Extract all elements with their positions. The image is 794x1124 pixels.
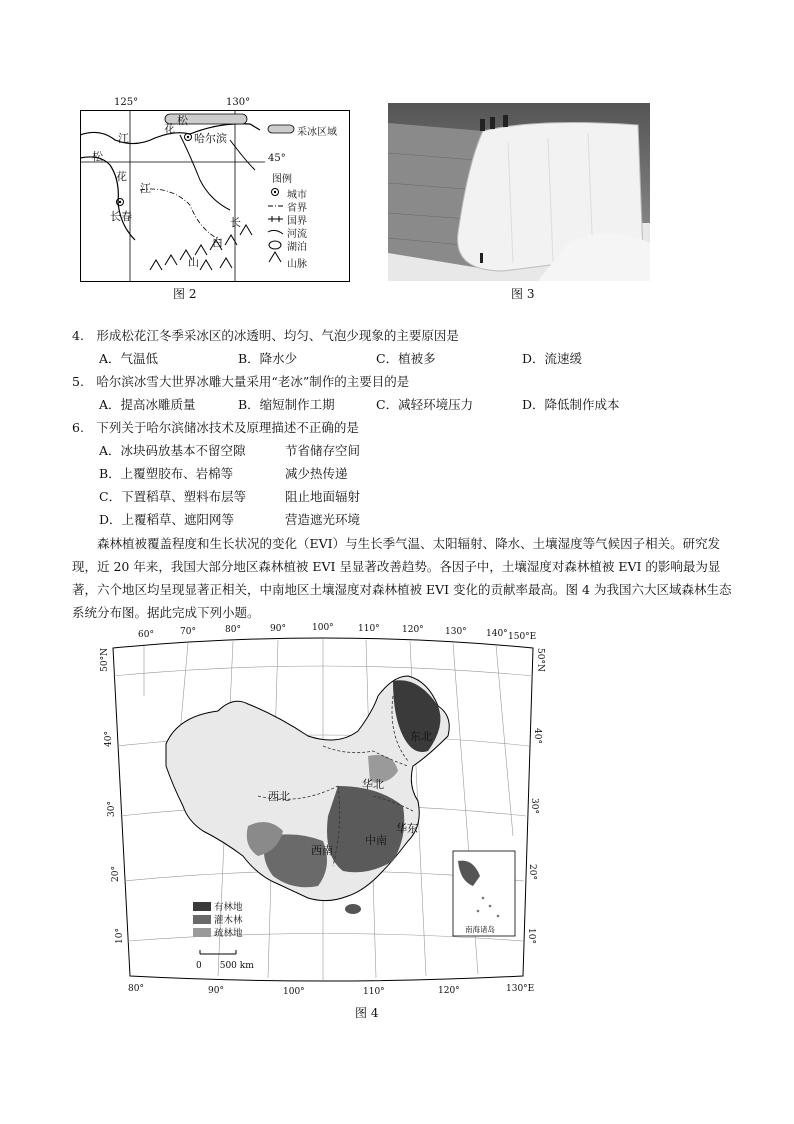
question-4-stem: 4. 形成松花江冬季采冰区的冰透明、均匀、气泡少现象的主要原因是 (72, 328, 459, 343)
lat-label: 50°N (535, 648, 545, 672)
figure-2 (80, 97, 350, 282)
legend-city: 城市 (287, 190, 307, 201)
lat-label: 10° (115, 928, 125, 944)
ice-area-legend: 采冰区域 (297, 127, 337, 138)
lat-label-45: 45° (268, 153, 286, 164)
q6-option-b: B．上覆塑胶布、岩棉等 (99, 466, 234, 481)
lon-label: 100° (283, 987, 305, 997)
lon-label: 130° (445, 627, 467, 637)
q5-option-d: D．降低制作成本 (522, 397, 620, 412)
river-char: 松 (92, 150, 103, 163)
q6-option-c-reason: 阻止地面辐射 (285, 489, 361, 504)
lon-label: 140° (486, 629, 508, 639)
lon-label-130: 130° (226, 97, 251, 108)
q4-option-b: B．降水少 (238, 351, 298, 366)
river-char: 花 (164, 122, 175, 135)
lon-label: 60° (138, 630, 154, 640)
q5-option-c: C．减轻环境压力 (376, 397, 474, 412)
river-char: 花 (116, 170, 127, 183)
city-changchun-label: 长春 (110, 210, 132, 223)
scale-bar-label: 0 500 km (196, 961, 254, 971)
river-char: 江 (118, 132, 129, 145)
lon-label-125: 125° (114, 97, 139, 108)
figure-3-caption: 图 3 (511, 287, 535, 301)
lon-label: 80° (225, 625, 241, 635)
lon-label: 120° (402, 625, 424, 635)
lon-label: 110° (358, 624, 380, 634)
lat-label: 30° (107, 801, 117, 817)
region-label-east: 华东 (396, 822, 418, 835)
lon-label: 120° (438, 986, 460, 996)
lon-label: 130°E (506, 984, 535, 994)
figure-4 (100, 623, 545, 997)
river-char: 江 (140, 182, 151, 195)
lat-label: 40° (104, 731, 114, 747)
mountain-char: 白 (212, 236, 223, 249)
question-6-stem: 6. 下列关于哈尔滨储冰技术及原理描述不正确的是 (72, 420, 359, 435)
figure-3 (388, 103, 650, 281)
lon-label: 100° (312, 623, 334, 633)
q6-option-d-reason: 营造遮光环境 (285, 512, 361, 527)
mountain-char: 山 (188, 256, 199, 269)
lat-label: 20° (527, 864, 537, 880)
legend-sparse: 疏林地 (214, 928, 243, 939)
lon-label: 90° (270, 624, 286, 634)
q6-option-a: A．冰块码放基本不留空隙 (99, 443, 246, 458)
q4-option-a: A．气温低 (99, 351, 159, 366)
region-label-central-south: 中南 (365, 834, 387, 847)
region-label-north: 华北 (362, 778, 384, 791)
region-label-northwest: 西北 (268, 790, 290, 803)
legend-forest: 有林地 (214, 902, 243, 913)
q6-option-a-reason: 节省储存空间 (285, 443, 361, 458)
legend-lake: 湖泊 (287, 242, 307, 253)
figure-2-caption: 图 2 (173, 287, 197, 301)
lon-label: 150°E (508, 632, 537, 642)
legend-mountain: 山脉 (287, 259, 307, 270)
q6-option-d: D．上覆稻草、遮阳网等 (99, 512, 235, 527)
lat-label: 20° (111, 866, 121, 882)
q6-option-b-reason: 减少热传递 (285, 466, 348, 481)
china-forest-map (108, 636, 538, 996)
q6-option-c: C．下置稻草、塑料布层等 (99, 489, 247, 504)
legend-title: 图例 (272, 174, 292, 185)
lat-label: 40° (532, 728, 542, 744)
mountain-char: 长 (230, 216, 241, 229)
lon-label: 90° (208, 986, 224, 996)
q4-option-c: C．植被多 (376, 351, 436, 366)
lat-label: 50°N (100, 648, 110, 672)
q4-option-d: D．流速缓 (522, 351, 583, 366)
city-harbin-label: 哈尔滨 (194, 132, 227, 145)
legend-border: 国界 (287, 216, 307, 227)
lat-label: 30° (529, 798, 539, 814)
lon-label: 110° (363, 987, 385, 997)
inset-label: 南海诸岛 (465, 925, 495, 934)
legend-province: 省界 (287, 203, 307, 214)
lon-label: 70° (180, 627, 196, 637)
river-char: 松 (177, 114, 188, 127)
lat-label: 10° (526, 928, 536, 944)
context-paragraph: 森林植被覆盖程度和生长状况的变化（EVI）与生长季气温、太阳辐射、降水、土壤湿度等气候因子相关。研究发现，近 20 年来，我国大部分地区森林植被 EVI 呈显著改善趋势。各因子中，土壤湿度对森林植被 EVI 的影响最为显著，六个地区均呈现显著正相关，中南地区土壤湿度对森林植被 EVI 变化的贡献率最高。图 4 为我国六大区域森林生态系统分布图。据此完成下列小题。 (72, 536, 732, 620)
ice-storage-photo (388, 103, 650, 281)
q5-option-b: B．缩短制作工期 (238, 397, 335, 412)
region-label-northeast: 东北 (410, 730, 432, 743)
figure-4-caption: 图 4 (355, 1006, 379, 1020)
region-label-southwest: 西南 (311, 844, 333, 857)
question-5-stem: 5. 哈尔滨冰雪大世界冰雕大量采用“老冰”制作的主要目的是 (72, 374, 410, 389)
legend-river: 河流 (287, 229, 307, 240)
q5-option-a: A．提高冰雕质量 (99, 397, 196, 412)
lon-label: 80° (128, 984, 144, 994)
legend-shrub: 灌木林 (214, 915, 243, 926)
